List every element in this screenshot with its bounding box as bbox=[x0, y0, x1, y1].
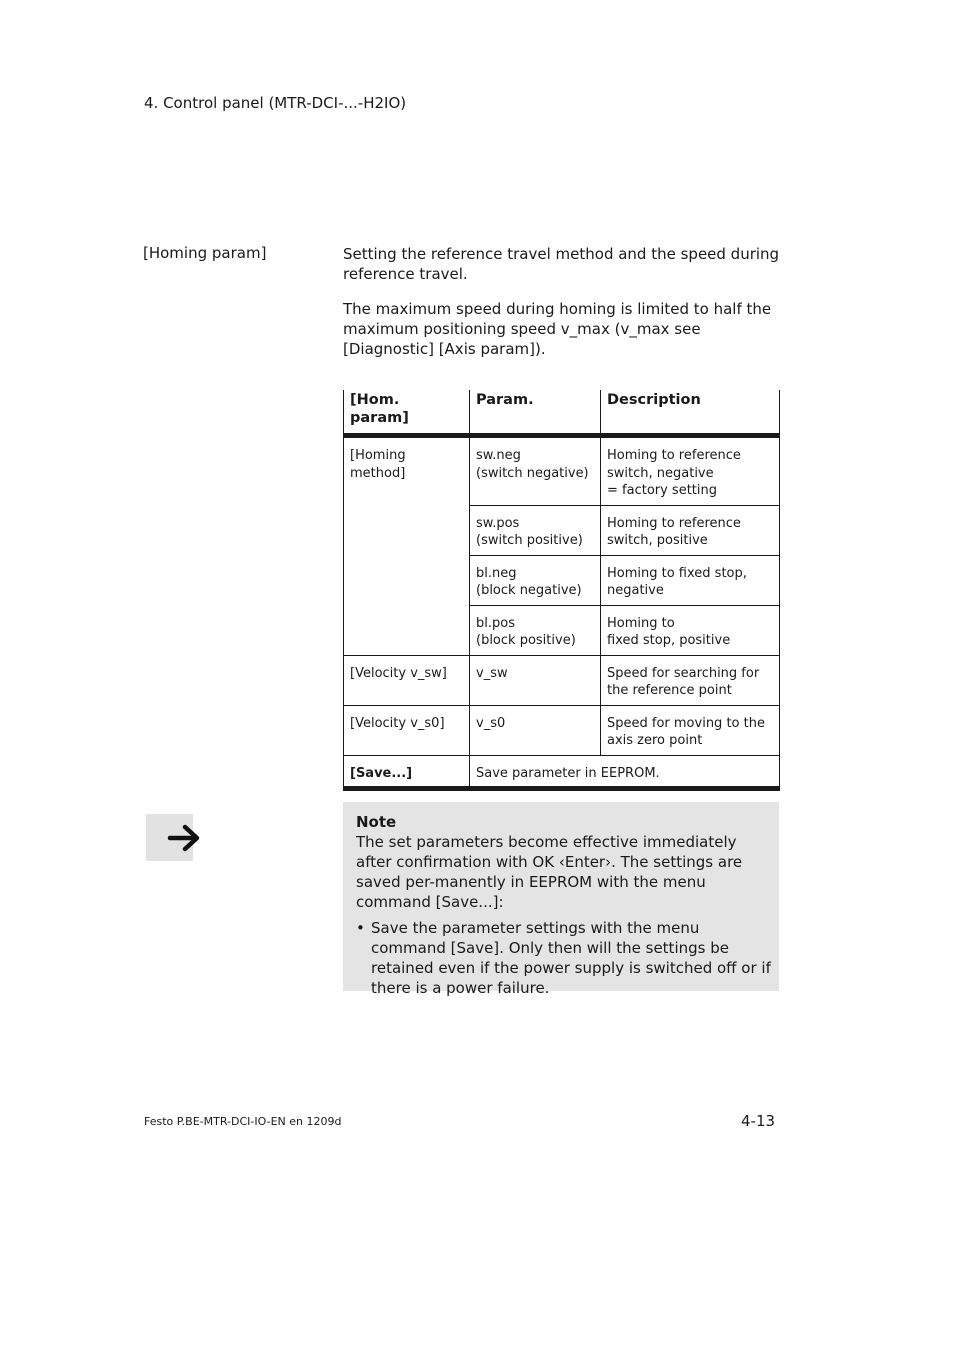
description-cell bbox=[601, 505, 780, 555]
velocity-s0-label: [Velocity v_s0] bbox=[344, 705, 470, 755]
note-marker bbox=[146, 814, 193, 861]
section-label: [Homing param] bbox=[143, 244, 267, 262]
description-cell bbox=[601, 605, 780, 655]
param-meaning: (block positive) bbox=[476, 633, 576, 648]
description-line: axis zero point bbox=[607, 733, 703, 748]
save-label: [Save...] bbox=[344, 755, 470, 789]
description-line: Speed for moving to the bbox=[607, 715, 765, 731]
bullet-text: Save the parameter settings with the menu command [Save]. Only then will the settings be retained even if the power supply is switched off or if there is a power failure. bbox=[371, 919, 771, 997]
param-meaning: (switch negative) bbox=[476, 465, 589, 481]
bullet-marker: • bbox=[356, 919, 365, 937]
param-cell: v_s0 bbox=[470, 705, 601, 755]
description-line: switch, negative bbox=[607, 465, 714, 481]
param-code: sw.neg bbox=[476, 448, 521, 463]
description-line: switch, positive bbox=[607, 533, 708, 548]
header-hom-param: [Hom. param] bbox=[344, 390, 470, 436]
param-meaning: (block negative) bbox=[476, 583, 582, 598]
note-box bbox=[343, 802, 779, 997]
description-line: fixed stop, positive bbox=[607, 633, 731, 648]
arrow-right-icon bbox=[166, 820, 202, 856]
param-cell: v_sw bbox=[470, 655, 601, 705]
param-cell bbox=[470, 505, 601, 555]
description-line: = factory setting bbox=[607, 483, 718, 498]
description-cell bbox=[601, 555, 780, 605]
page-number: 4-13 bbox=[741, 1112, 776, 1130]
velocity-sw-label: [Velocity v_sw] bbox=[344, 655, 470, 705]
table-row bbox=[344, 436, 780, 506]
save-description: Save parameter in EEPROM. bbox=[470, 755, 780, 789]
header-param: Param. bbox=[470, 390, 601, 436]
intro-paragraph: Setting the reference travel method and the speed during reference travel. bbox=[343, 245, 780, 283]
param-code: bl.neg bbox=[476, 565, 517, 581]
description-line: Homing to reference bbox=[607, 515, 741, 531]
description-line: the reference point bbox=[607, 683, 732, 698]
param-cell bbox=[470, 605, 601, 655]
param-code: bl.pos bbox=[476, 615, 515, 631]
description-line: Homing to reference bbox=[607, 448, 741, 463]
param-cell bbox=[470, 436, 601, 506]
description-line: Homing to fixed stop, bbox=[607, 565, 747, 581]
list-item bbox=[356, 918, 771, 998]
param-meaning: (switch positive) bbox=[476, 533, 583, 548]
footer-doc-id: Festo P.BE-MTR-DCI-IO-EN en 1209d bbox=[144, 1115, 342, 1128]
table-header-row bbox=[344, 390, 780, 436]
description-line: Homing to bbox=[607, 615, 675, 631]
header-description: Description bbox=[601, 390, 780, 436]
chapter-header: 4. Control panel (MTR-DCI-...-H2IO) bbox=[144, 94, 407, 112]
description-cell bbox=[601, 655, 780, 705]
table-row bbox=[344, 705, 780, 755]
table-row bbox=[344, 655, 780, 705]
param-code: sw.pos bbox=[476, 515, 520, 531]
note-title: Note bbox=[356, 813, 397, 831]
homing-param-table bbox=[343, 390, 780, 791]
description-cell bbox=[601, 436, 780, 506]
homing-method-label: [Homing method] bbox=[344, 436, 470, 656]
speed-limit-paragraph: The maximum speed during homing is limited to half the maximum positioning speed v_max (v_max see [Diagnostic] [Axis param]). bbox=[343, 300, 772, 358]
table-row bbox=[344, 755, 780, 789]
note-text: The set parameters become effective immediately after confirmation with OK ‹Enter›. The settings are saved per-manently in EEPROM with the menu command [Save...]: bbox=[356, 833, 743, 911]
description-line: Speed for searching for bbox=[607, 665, 760, 681]
description-cell bbox=[601, 705, 780, 755]
param-cell bbox=[470, 555, 601, 605]
description-line: negative bbox=[607, 583, 664, 598]
